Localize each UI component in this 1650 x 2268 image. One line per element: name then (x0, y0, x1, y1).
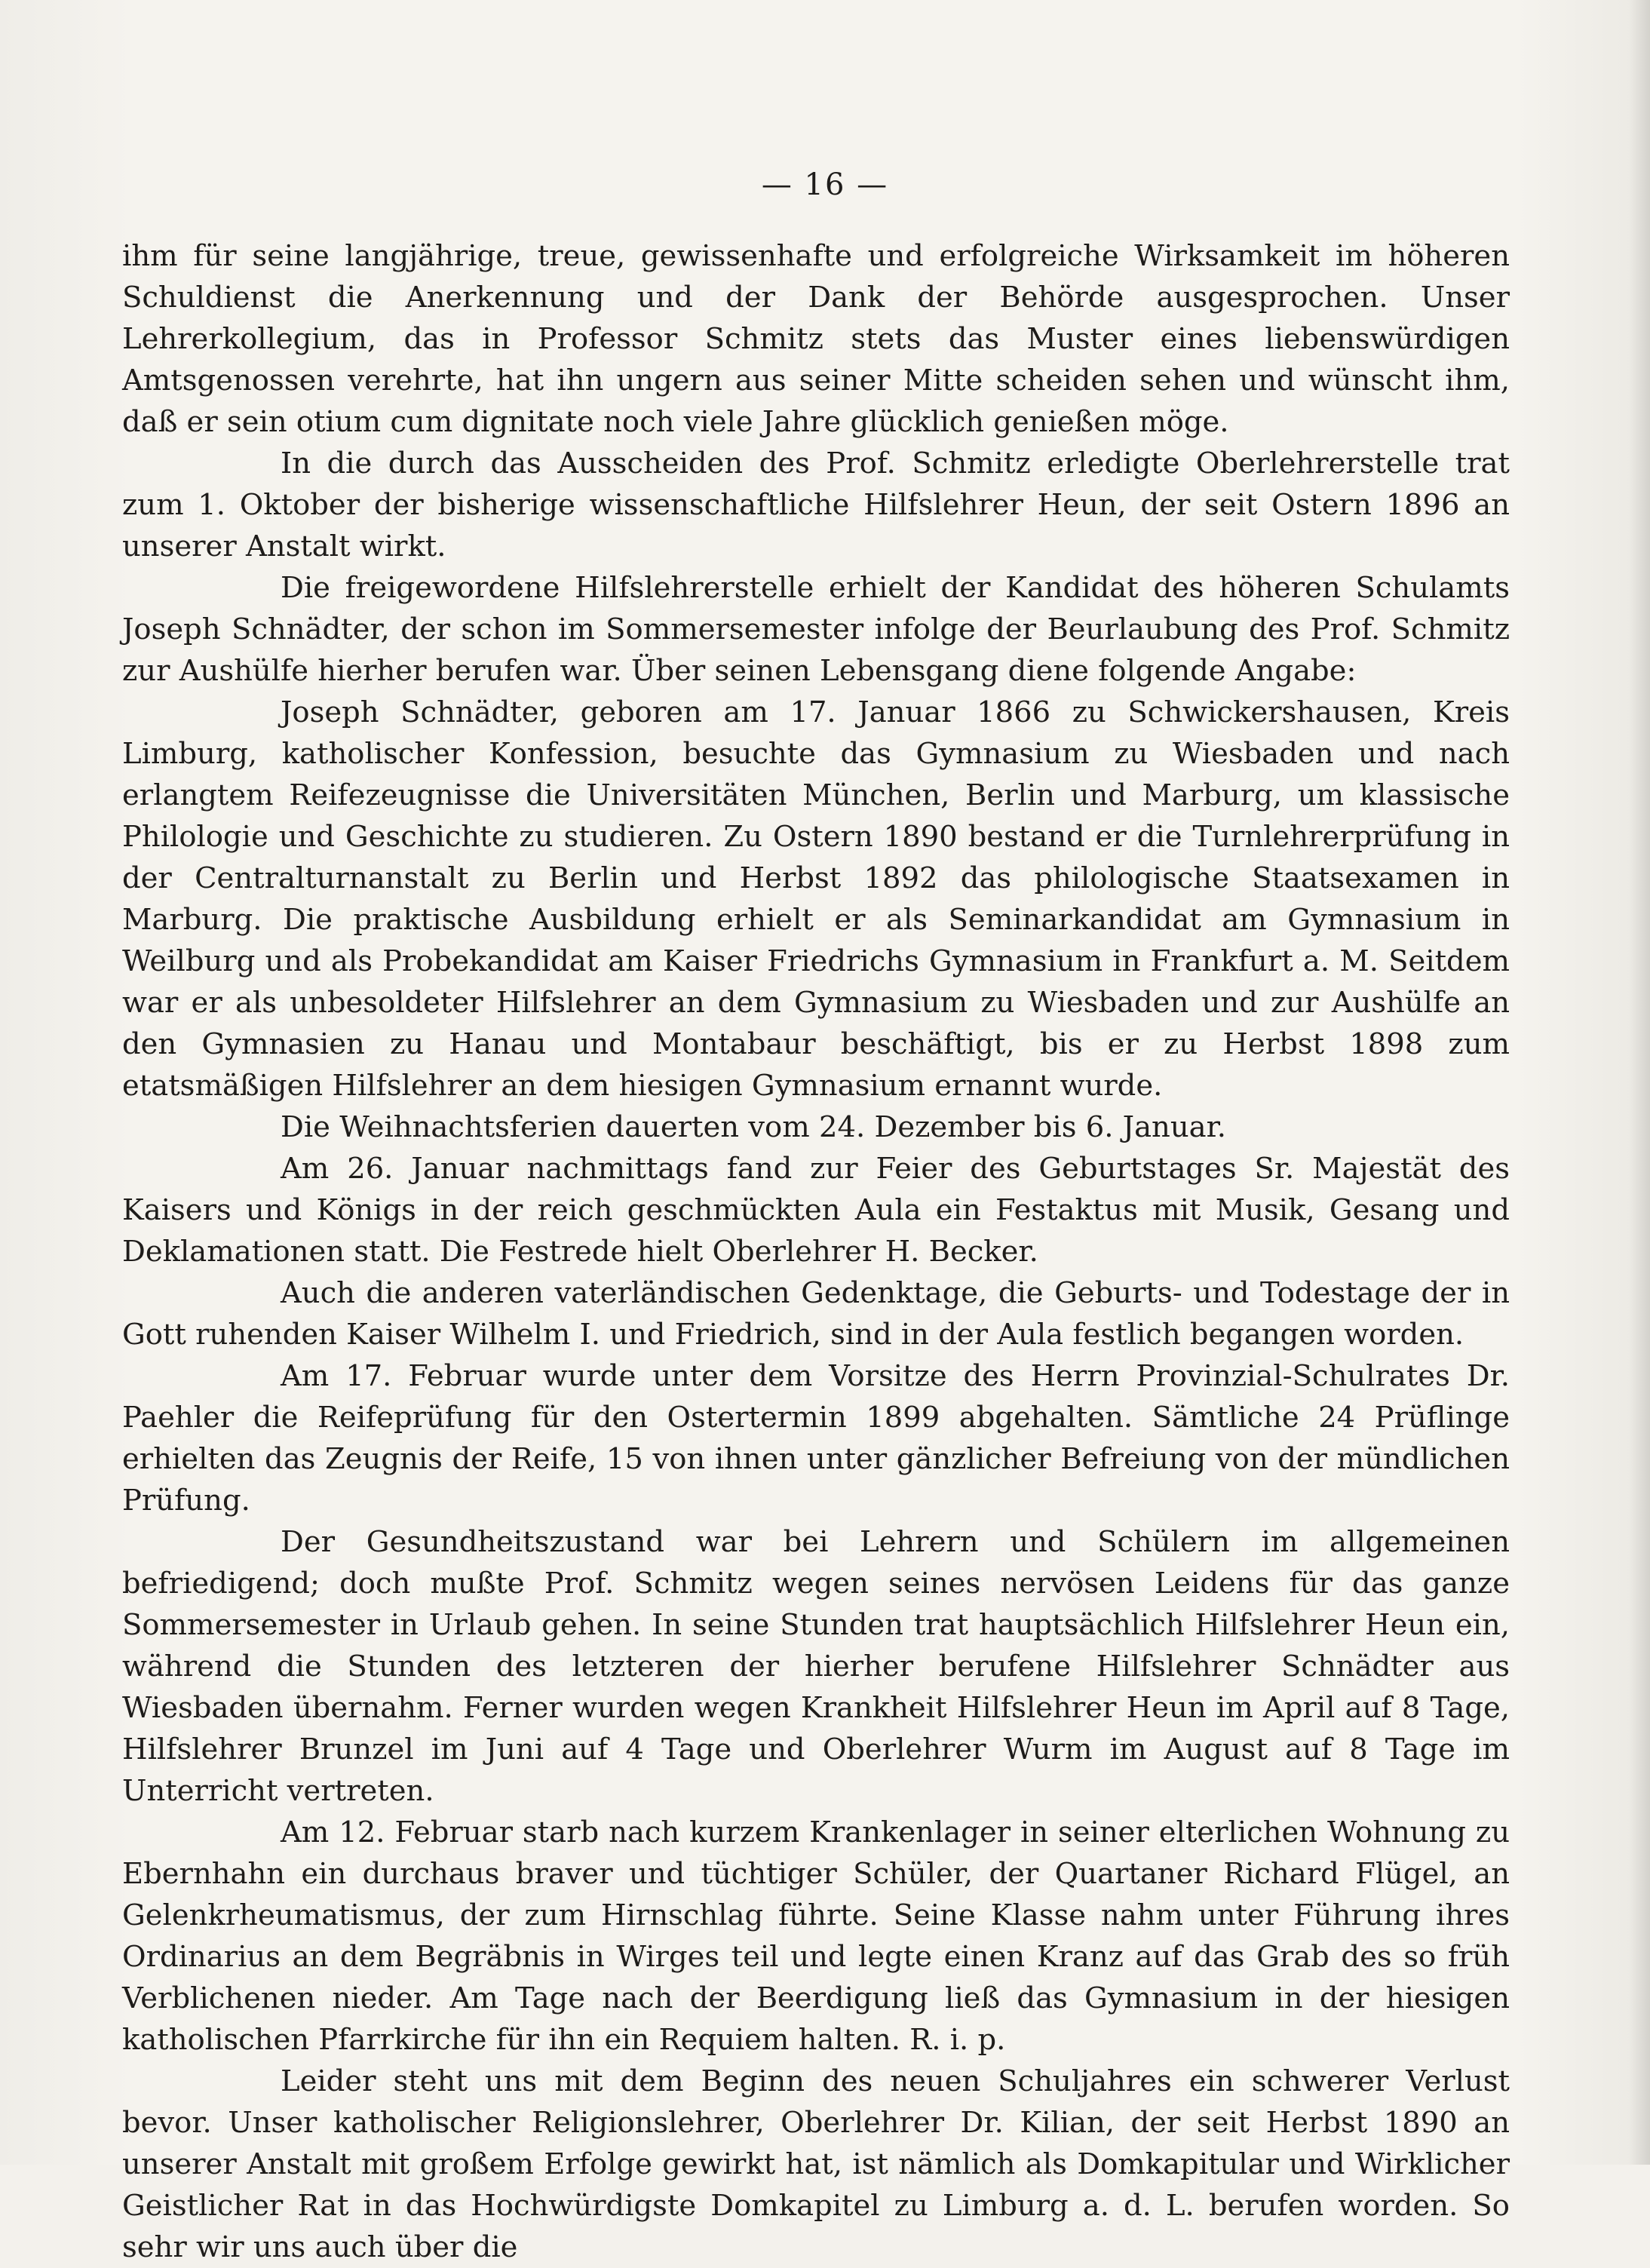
paragraph-8: Am 17. Februar wurde unter dem Vorsitze des Herrn Provinzial-Schulrates Dr. Paehler die Reifeprüfung für den Ostertermin 1899 abgehalten. Sämtliche 24 Prüflinge erhielten das Zeugnis der Reife, 15 von ihnen unter gänzlicher Befreiung von der mündlichen Prüfung. (122, 1359, 1510, 1518)
paragraph-3: Die freigewordene Hilfslehrerstelle erhielt der Kandidat des höheren Schulamts Joseph Schnädter, der schon im Sommersemester infolge der Beurlaubung des Prof. Schmitz zur Aushülfe hierher berufen war. Über seinen Lebensgang diene folgende Angabe: (122, 571, 1510, 688)
paragraph-7: Auch die anderen vaterländischen Gedenktage, die Geburts- und Todestage der in Gott ruhenden Kaiser Wilhelm I. und Friedrich, sind in der Aula festlich begangen worden. (122, 1276, 1510, 1352)
paragraph-10: Am 12. Februar starb nach kurzem Krankenlager in seiner elterlichen Wohnung zu Ebernhahn ein durchaus braver und tüchtiger Schüler, der Quartaner Richard Flügel, an Gelenkrheumatismus, der zum Hirnschlag führte. Seine Klasse nahm unter Führung ihres Ordinarius an dem Begräbnis in Wirges teil und legte einen Kranz auf das Grab des so früh Verblichenen nieder. Am Tage nach der Beerdigung ließ das Gymnasium in der hiesigen katholischen Pfarrkirche für ihn ein Requiem halten. R. i. p. (122, 1815, 1510, 2057)
paragraph-1: ihm für seine langjährige, treue, gewissenhafte und erfolgreiche Wirksamkeit im höheren Schuldienst die Anerkennung und der Dank der Behörde ausgesprochen. Unser Lehrerkollegium, das in Professor Schmitz stets das Muster eines liebenswürdigen Amtsgenossen verehrte, hat ihn ungern aus seiner Mitte scheiden sehen und wünscht ihm, daß er sein otium cum dignitate noch viele Jahre glücklich genießen möge. (122, 239, 1510, 439)
page-body (122, 235, 1510, 2268)
paragraph-9: Der Gesundheitszustand war bei Lehrern und Schülern im allgemeinen befriedigend; doch mußte Prof. Schmitz wegen seines nervösen Leidens für das ganze Sommersemester in Urlaub gehen. In seine Stunden trat hauptsächlich Hilfslehrer Heun ein, während die Stunden des letzteren der hierher berufene Hilfslehrer Schnädter aus Wiesbaden übernahm. Ferner wurden wegen Krankheit Hilfslehrer Heun im April auf 8 Tage, Hilfslehrer Brunzel im Juni auf 4 Tage und Oberlehrer Wurm im August auf 8 Tage im Unterricht vertreten. (122, 1525, 1510, 1808)
page-number: — 16 — (761, 167, 889, 202)
paragraph-2: In die durch das Ausscheiden des Prof. Schmitz erledigte Oberlehrerstelle trat zum 1. Oktober der bisherige wissenschaftliche Hilfslehrer Heun, der seit Ostern 1896 an unserer Anstalt wirkt. (122, 447, 1510, 563)
paragraph-6: Am 26. Januar nachmittags fand zur Feier des Geburtstages Sr. Majestät des Kaisers und Königs in der reich geschmückten Aula ein Festaktus mit Musik, Gesang und Deklamationen statt. Die Festrede hielt Oberlehrer H. Becker. (122, 1152, 1510, 1269)
page-edge-shadow (1629, 0, 1650, 2165)
paragraph-11: Leider steht uns mit dem Beginn des neuen Schuljahres ein schwerer Verlust bevor. Unser katholischer Religionslehrer, Oberlehrer Dr. Kilian, der seit Herbst 1890 an unserer Anstalt mit großem Erfolge gewirkt hat, ist nämlich als Domkapitular und Wirklicher Geistlicher Rat in das Hochwürdigste Domkapitel zu Limburg a. d. L. berufen worden. So sehr wir uns auch über die (122, 2064, 1510, 2264)
paragraph-4: Joseph Schnädter, geboren am 17. Januar 1866 zu Schwickershausen, Kreis Limburg, katholischer Konfession, besuchte das Gymnasium zu Wiesbaden und nach erlangtem Reifezeugnisse die Universitäten München, Berlin und Marburg, um klassische Philologie und Geschichte zu studieren. Zu Ostern 1890 bestand er die Turnlehrerprüfung in der Centralturnanstalt zu Berlin und Herbst 1892 das philologische Staatsexamen in Marburg. Die praktische Ausbildung erhielt er als Seminarkandidat am Gymnasium in Weilburg und als Probekandidat am Kaiser Friedrichs Gymnasium in Frankfurt a. M. Seitdem war er als unbesoldeter Hilfslehrer an dem Gymnasium zu Wiesbaden und zur Aushülfe an den Gymnasien zu Hanau und Montabaur beschäftigt, bis er zu Herbst 1898 zum etatsmäßigen Hilfslehrer an dem hiesigen Gymnasium ernannt wurde. (122, 695, 1510, 1103)
paragraph-5: Die Weihnachtsferien dauerten vom 24. Dezember bis 6. Januar. (281, 1110, 1227, 1144)
